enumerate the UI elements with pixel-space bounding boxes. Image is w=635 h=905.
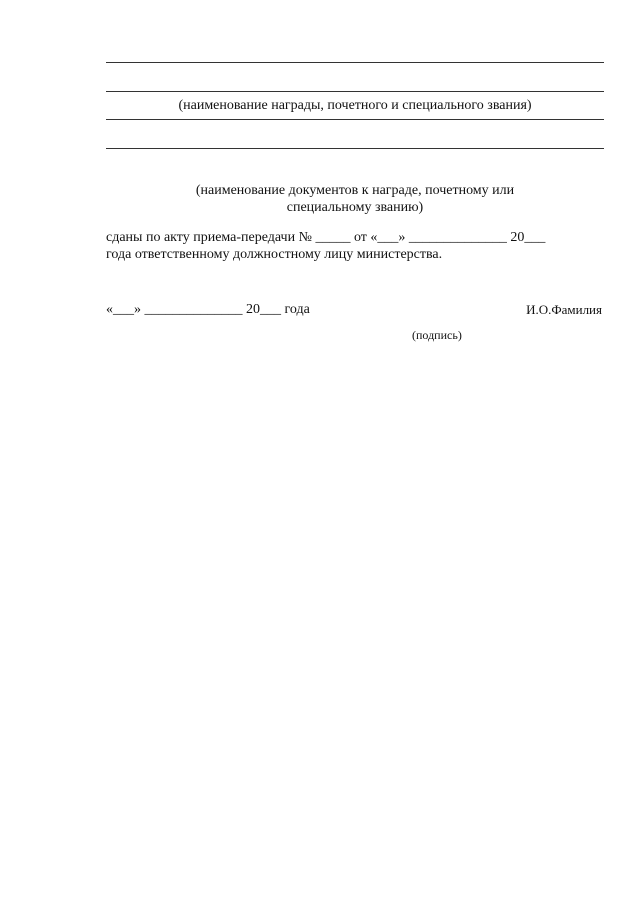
blank-line-2 (106, 91, 604, 92)
act-transfer-line: сданы по акту приема-передачи № _____ от «___» ______________ 20___ (106, 230, 546, 245)
date-line: «___» ______________ 20___ года (106, 302, 310, 317)
signature-caption: (подпись) (412, 328, 462, 342)
responsible-official-line: года ответственному должностному лицу министерства. (106, 247, 443, 262)
blank-line-1 (106, 62, 604, 63)
signatory-name: И.О.Фамилия (526, 302, 602, 317)
award-name-caption: (наименование награды, почетного и специального звания) (178, 98, 532, 113)
documents-caption-line-2: специальному званию) (286, 200, 424, 215)
blank-line-4 (106, 148, 604, 149)
documents-caption-line-1: (наименование документов к награде, почетному или (195, 183, 515, 198)
blank-line-3 (106, 119, 604, 120)
